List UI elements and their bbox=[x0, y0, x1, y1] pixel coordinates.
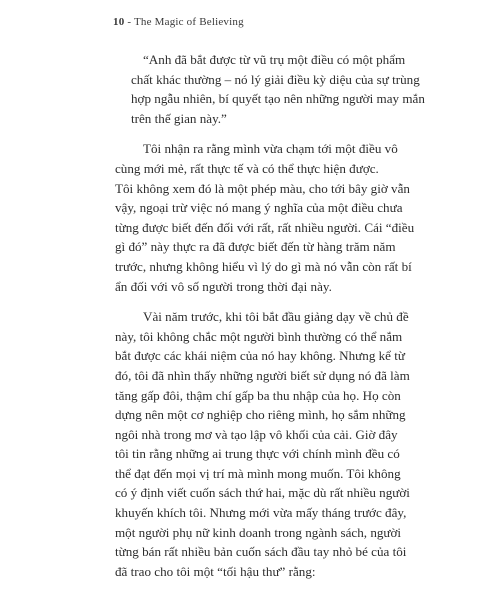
text-line: tôi tin rằng những ai trung thực với chính mình đều có bbox=[115, 446, 400, 462]
text-line: dựng nên một cơ nghiệp cho riêng mình, họ sắm những bbox=[115, 407, 406, 423]
body-paragraph bbox=[115, 307, 410, 581]
text-line: tăng gấp đôi, thậm chí gấp ba thu nhập của họ. Họ còn bbox=[115, 387, 401, 403]
text-line: vậy, ngoại trừ việc nó mang ý nghĩa của một điều chưa bbox=[115, 200, 403, 216]
text-line: bắt được các khái niệm của nó hay không. Nhưng kể từ bbox=[115, 348, 406, 364]
text-line: Vài năm trước, khi tôi bắt đầu giảng dạy về chủ đề bbox=[143, 309, 409, 325]
text-line: Tôi nhận ra rằng mình vừa chạm tới một điều vô bbox=[143, 141, 398, 157]
text-line: ngôi nhà trong mơ và tạo lập vô khối của cải. Giờ đây bbox=[115, 426, 398, 442]
text-line: ẩn đối với vô số người trong thời đại này. bbox=[115, 278, 332, 294]
text-line: Tôi không xem đó là một phép màu, cho tới bây giờ vẫn bbox=[115, 180, 410, 196]
text-line: trên thế gian này.” bbox=[131, 110, 227, 126]
text-line: từng bán rất nhiều bản cuốn sách đầu tay nhỏ bé của tôi bbox=[115, 544, 407, 560]
book-title: The Magic of Believing bbox=[133, 16, 244, 28]
quote-paragraph bbox=[115, 50, 425, 128]
text-line: gì đó” này thực ra đã được biết đến từ hàng trăm năm bbox=[115, 239, 396, 255]
body-paragraph bbox=[115, 139, 415, 296]
text-line: “Anh đã bắt được từ vũ trụ một điều có một phẩm bbox=[143, 52, 406, 67]
running-header bbox=[113, 16, 244, 28]
page-number: 10 bbox=[113, 16, 125, 28]
text-line: thể đạt đến mọi vị trí mà mình mong muốn. Tôi không bbox=[115, 465, 401, 481]
text-line: có ý định viết cuốn sách thứ hai, mặc dù rất nhiều người bbox=[115, 485, 410, 501]
text-line: trước, nhưng không hiểu vì lý do gì mà nó vẫn còn rất bí bbox=[115, 258, 412, 274]
text-line: một người phụ nữ kinh doanh trong ngành sách, người bbox=[115, 524, 402, 540]
page-body bbox=[115, 50, 425, 592]
text-line: cùng mới mẻ, rất thực tế và có thể thực hiện được. bbox=[115, 160, 379, 176]
text-line: hợp ngẫu nhiên, bí quyết tạo nên những người may mắn bbox=[131, 91, 425, 107]
text-line: đã trao cho tôi một “tối hậu thư” rằng: bbox=[115, 563, 316, 579]
text-line: khuyến khích tôi. Nhưng mới vừa mấy tháng trước đây, bbox=[115, 505, 407, 521]
text-line: đó, tôi đã nhìn thấy những người biết sử dụng nó đã làm bbox=[115, 367, 410, 383]
text-line: từng được biết đến đối với rất, rất nhiều người. Cái “điều bbox=[115, 219, 415, 235]
header-separator: - bbox=[124, 16, 134, 28]
text-line: chất khác thường – nó lý giải điều kỳ diệu của sự trùng bbox=[131, 71, 420, 87]
text-line: này, tôi không chắc một người bình thường có thể nắm bbox=[115, 328, 403, 344]
